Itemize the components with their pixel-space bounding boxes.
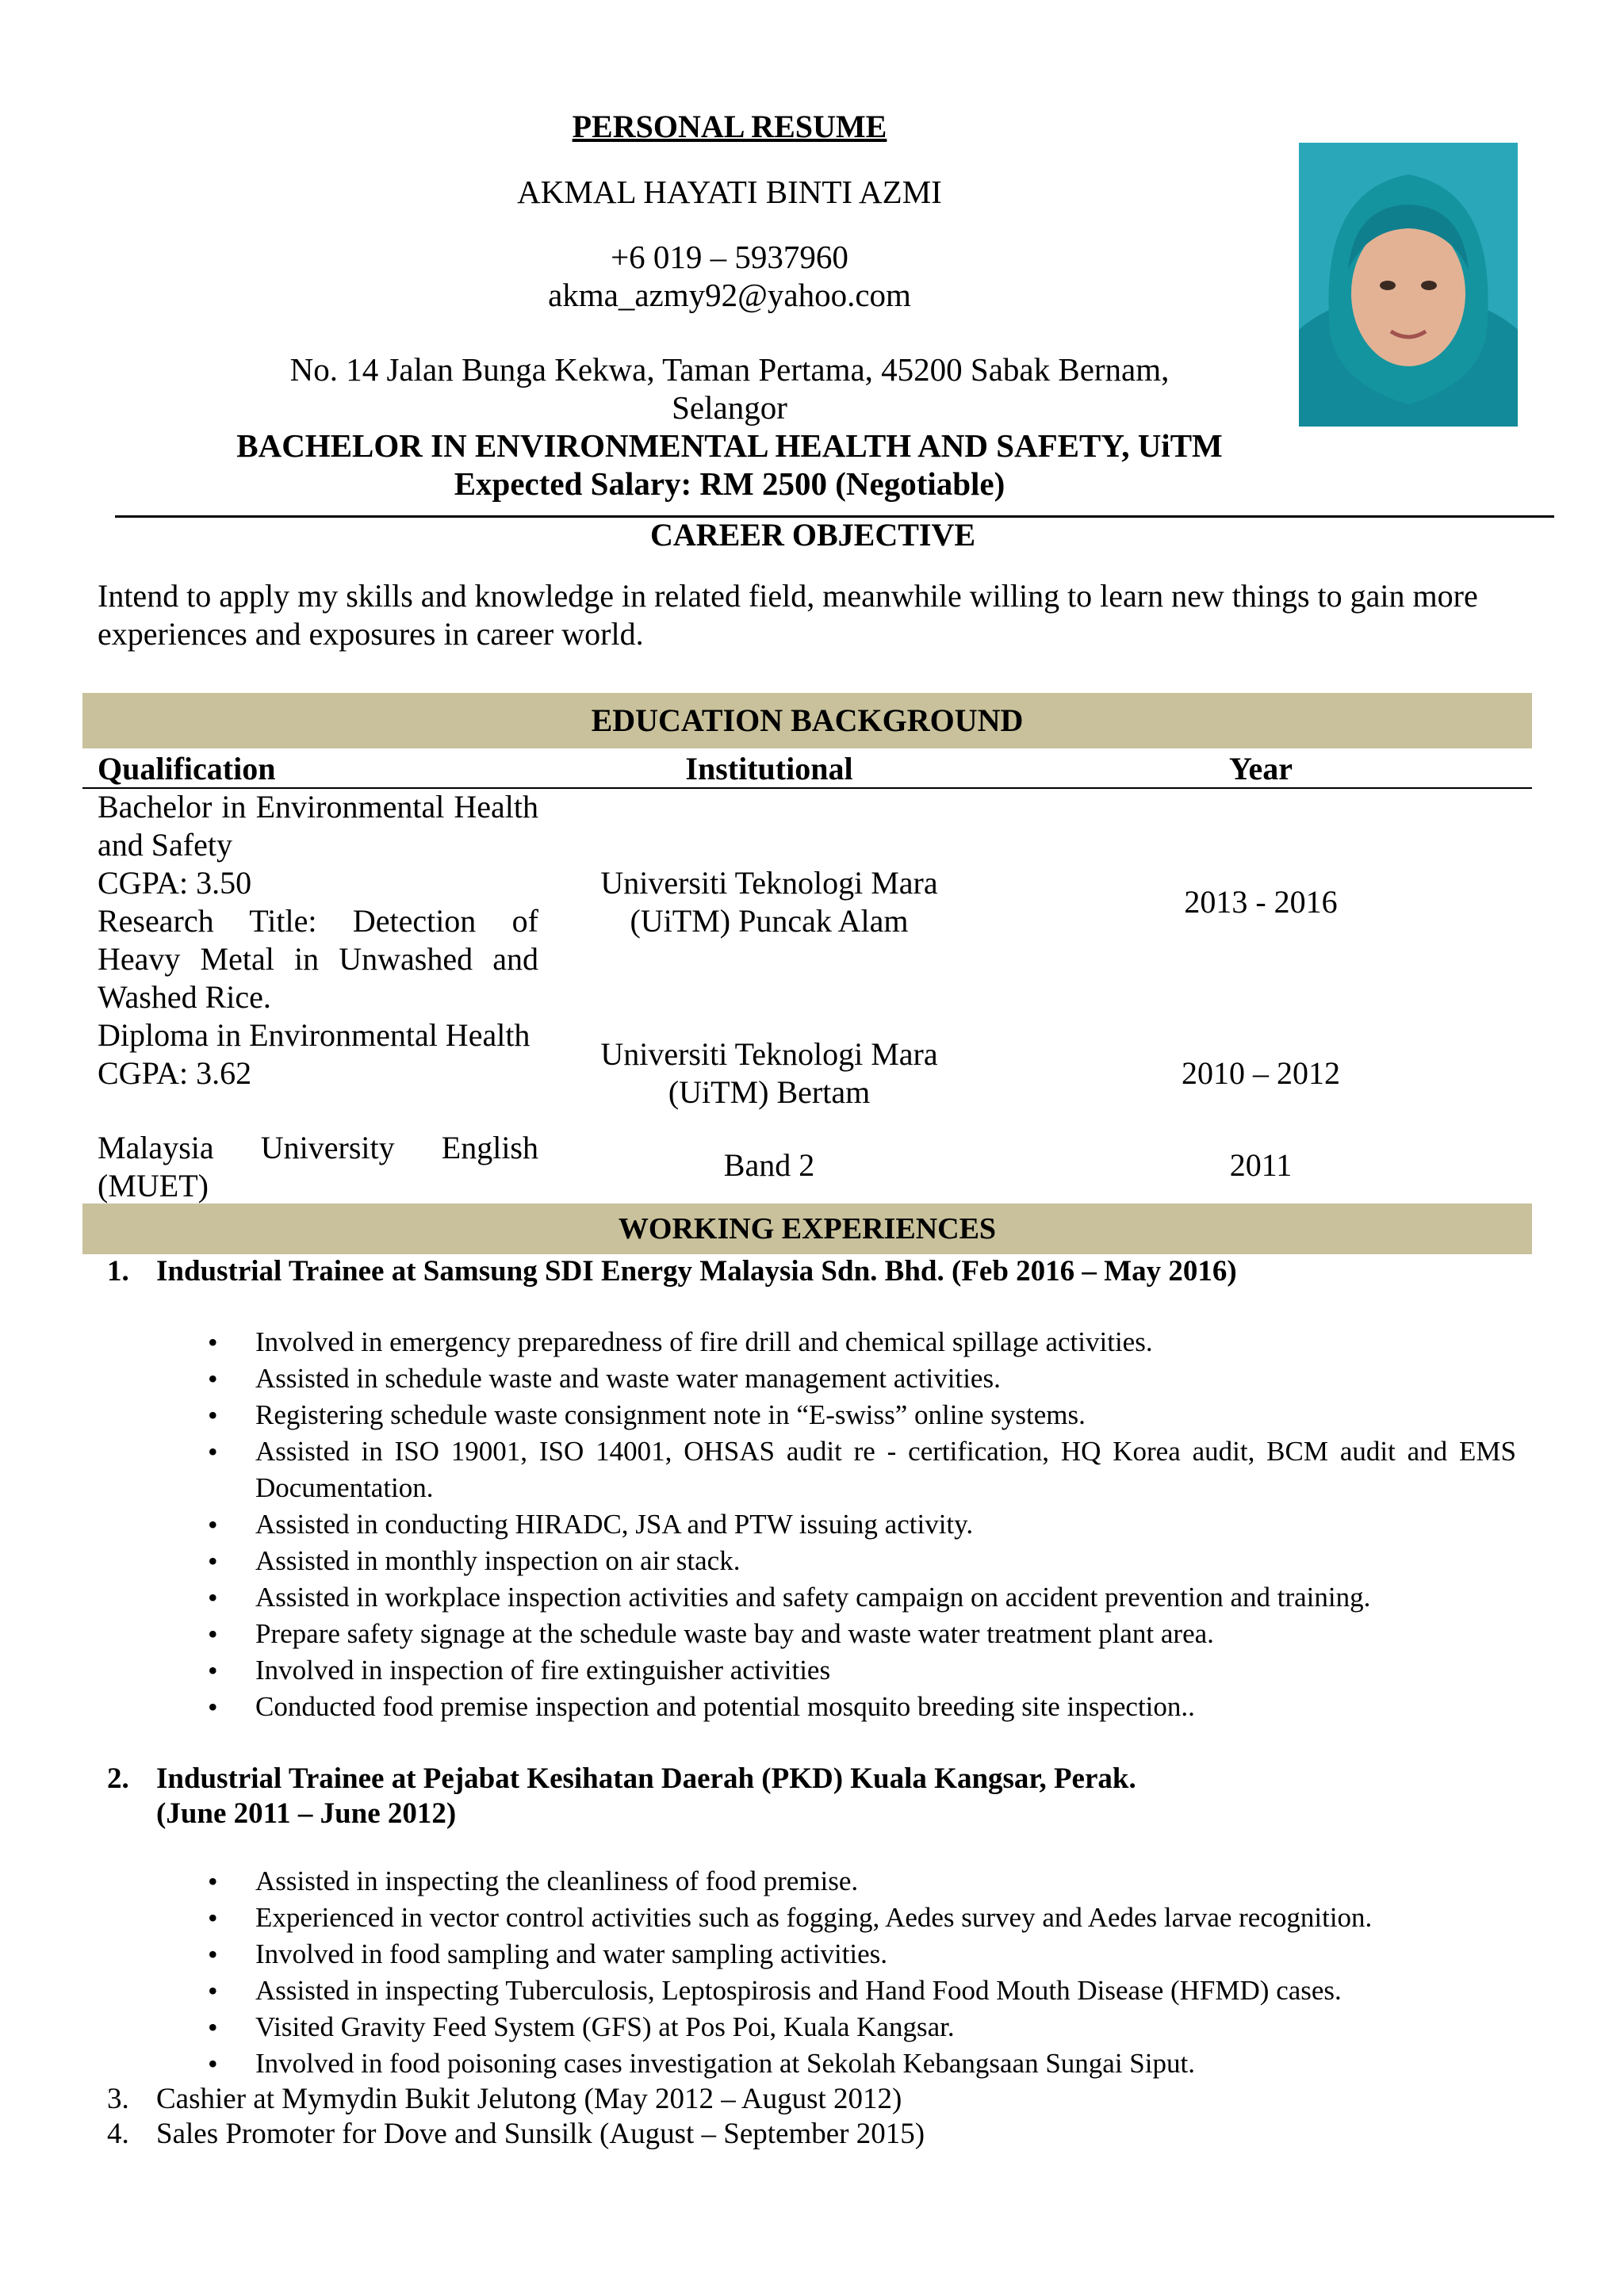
career-objective-heading: CAREER OBJECTIVE xyxy=(649,517,976,553)
list-item: • Involved in food poisoning cases investigation at Sekolah Kebangsaan Sungai Siput. xyxy=(208,2045,1516,2082)
list-item: • Assisted in schedule waste and waste water management activities. xyxy=(208,1360,1516,1397)
address-line-2: Selangor xyxy=(672,389,787,426)
job-number: 2. xyxy=(107,1762,129,1795)
job-number: 1. xyxy=(107,1255,129,1288)
column-institutional: Institutional xyxy=(685,751,853,786)
institution-line: Universiti Teknologi Mara xyxy=(600,865,938,901)
email-address: akma_azmy92@yahoo.com xyxy=(548,277,911,313)
person-portrait-icon xyxy=(1299,143,1518,427)
qualification-title: Bachelor in Environmental Health and Safety xyxy=(98,789,538,863)
expected-salary: Expected Salary: RM 2500 (Negotiable) xyxy=(454,465,1005,502)
table-row xyxy=(98,788,538,1016)
qualification-title: Malaysia University English (MUET) xyxy=(98,1130,538,1203)
list-item: • Assisted in workplace inspection activities and safety campaign on accident prevention and training. xyxy=(208,1579,1516,1616)
qualification-research: Research Title: Detection of Heavy Metal in Unwashed and Washed Rice. xyxy=(98,903,538,1015)
institution-cell xyxy=(571,864,967,940)
job-title: Industrial Trainee at Samsung SDI Energy Malaysia Sdn. Bhd. (Feb 2016 – May 2016) xyxy=(156,1255,1237,1288)
experience-heading: WORKING EXPERIENCES xyxy=(618,1212,997,1246)
job-text: Sales Promoter for Dove and Sunsilk (August – September 2015) xyxy=(156,2118,925,2150)
list-item: • Assisted in ISO 19001, ISO 14001, OHSAS audit re - certification, HQ Korea audit, BCM audit and EMS Documentation. xyxy=(208,1433,1516,1506)
qualification-title: Diploma in Environmental Health xyxy=(98,1017,530,1053)
institution-line: (UiTM) Puncak Alam xyxy=(630,903,909,939)
page-title: PERSONAL RESUME xyxy=(572,109,887,144)
address-line-1: No. 14 Jalan Bunga Kekwa, Taman Pertama, 45200 Sabak Bernam, xyxy=(289,351,1170,388)
job-2-duties xyxy=(208,1863,1516,2082)
job-1-duties xyxy=(208,1324,1516,1725)
phone-number: +6 019 – 5937960 xyxy=(611,239,848,275)
year-cell: 2011 xyxy=(1229,1147,1293,1183)
list-item: • Experienced in vector control activities such as fogging, Aedes survey and Aedes larvae recognition. xyxy=(208,1900,1516,1936)
job-number: 3. xyxy=(107,2083,129,2115)
job-title: Industrial Trainee at Pejabat Kesihatan Daerah (PKD) Kuala Kangsar, Perak. xyxy=(156,1762,1136,1795)
list-item: • Assisted in conducting HIRADC, JSA and PTW issuing activity. xyxy=(208,1506,1516,1543)
qualification-cgpa: CGPA: 3.62 xyxy=(98,1055,252,1091)
list-item: • Assisted in inspecting the cleanliness of food premise. xyxy=(208,1863,1516,1900)
list-item: • Involved in inspection of fire extinguisher activities xyxy=(208,1652,1516,1689)
list-item: • Prepare safety signage at the schedule waste bay and waste water treatment plant area. xyxy=(208,1616,1516,1652)
experience-heading-band xyxy=(82,1203,1532,1254)
job-dates: (June 2011 – June 2012) xyxy=(156,1797,457,1830)
list-item: • Assisted in monthly inspection on air stack. xyxy=(208,1543,1516,1579)
institution-line: Universiti Teknologi Mara xyxy=(600,1036,938,1072)
job-number: 4. xyxy=(107,2118,129,2150)
profile-photo xyxy=(1299,143,1518,427)
degree-title: BACHELOR IN ENVIRONMENTAL HEALTH AND SAFETY, UiTM xyxy=(236,427,1223,464)
institution-line: Band 2 xyxy=(723,1147,815,1183)
list-item: • Registering schedule waste consignment note in “E-swiss” online systems. xyxy=(208,1397,1516,1433)
education-heading: EDUCATION BACKGROUND xyxy=(591,702,1024,738)
column-qualification: Qualification xyxy=(98,751,276,786)
table-row xyxy=(98,1129,538,1205)
list-item: • Involved in food sampling and water sampling activities. xyxy=(208,1936,1516,1973)
list-item: • Visited Gravity Feed System (GFS) at Pos Poi, Kuala Kangsar. xyxy=(208,2009,1516,2045)
list-item: • Conducted food premise inspection and potential mosquito breeding site inspection.. xyxy=(208,1689,1516,1725)
list-item: • Involved in emergency preparedness of fire drill and chemical spillage activities. xyxy=(208,1324,1516,1360)
education-heading-band xyxy=(82,693,1532,748)
institution-line: (UiTM) Bertam xyxy=(668,1074,871,1110)
job-text: Cashier at Mymydin Bukit Jelutong (May 2012 – August 2012) xyxy=(156,2083,902,2115)
institution-cell xyxy=(571,1035,967,1112)
institution-cell xyxy=(571,1146,967,1184)
year-cell: 2013 - 2016 xyxy=(1184,884,1338,920)
table-row xyxy=(98,1016,538,1093)
qualification-cgpa: CGPA: 3.50 xyxy=(98,865,252,901)
year-cell: 2010 – 2012 xyxy=(1182,1055,1340,1091)
candidate-name: AKMAL HAYATI BINTI AZMI xyxy=(517,174,942,210)
career-objective-text: Intend to apply my skills and knowledge in related field, meanwhile willing to learn new things to gain more experiences and exposures in career world. xyxy=(98,578,1478,652)
list-item: • Assisted in inspecting Tuberculosis, Leptospirosis and Hand Food Mouth Disease (HFMD) cases. xyxy=(208,1973,1516,2009)
column-year: Year xyxy=(1229,751,1293,786)
